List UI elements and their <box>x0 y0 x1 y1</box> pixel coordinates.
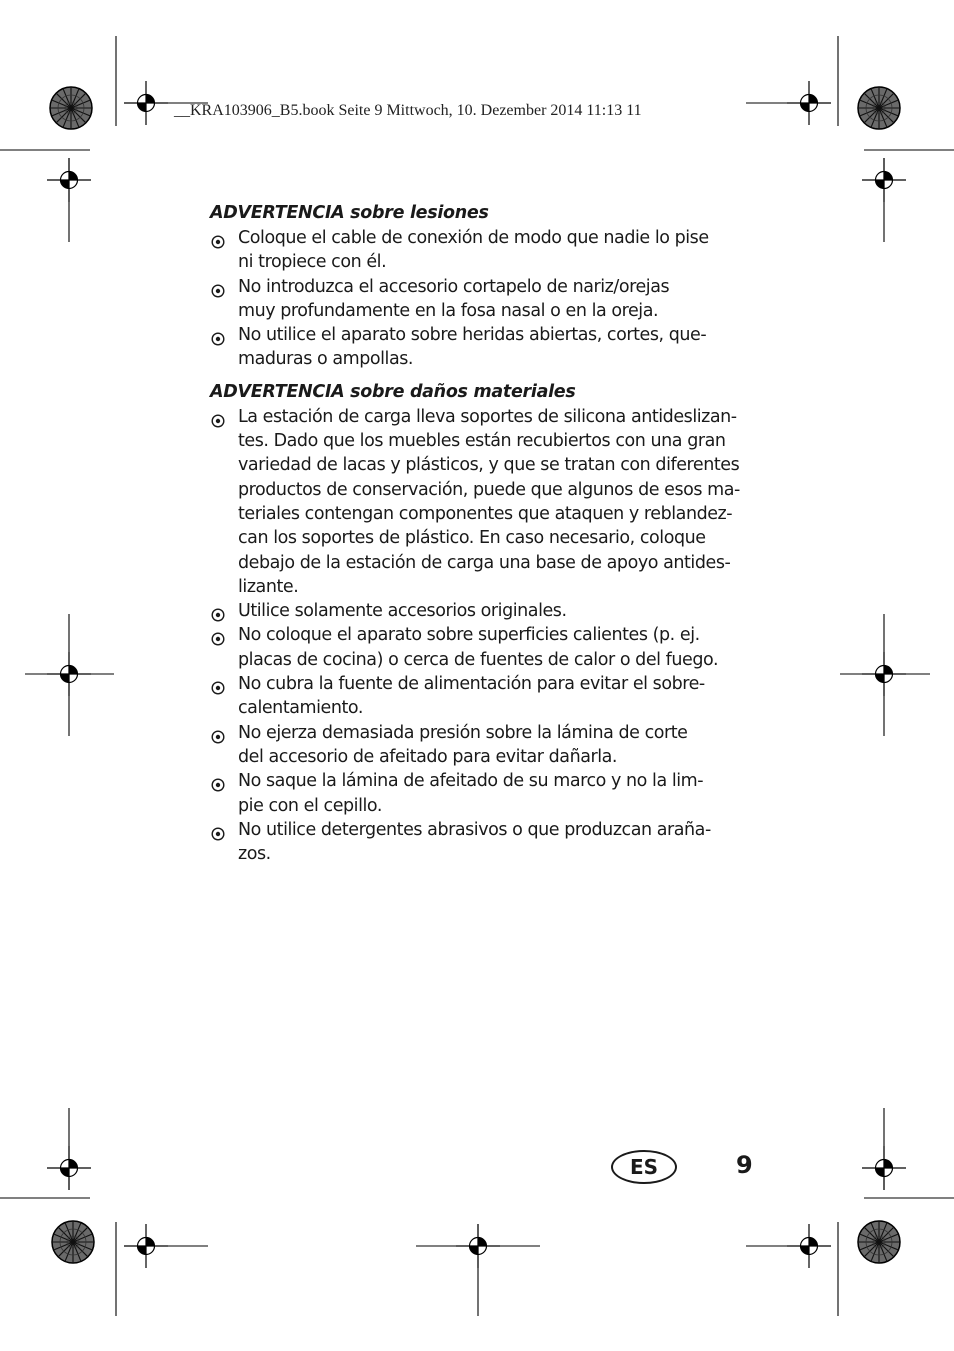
list-item-text-line: Utilice solamente accesorios originales. <box>238 601 567 622</box>
list-item <box>210 721 770 770</box>
list-item <box>210 818 770 867</box>
list-item-text-line: La estación de carga lleva soportes de silicona antideslizan- <box>238 406 737 427</box>
list-item-text-line: No utilice el aparato sobre heridas abiertas, cortes, que- <box>238 325 707 346</box>
list-item-text-line: maduras o ampollas. <box>238 349 414 370</box>
list-item <box>210 623 770 672</box>
circled-dot-bullet-icon <box>211 281 225 295</box>
list-item-text-line: No ejerza demasiada presión sobre la lámina de corte <box>238 722 688 743</box>
circled-dot-bullet-icon <box>211 727 225 741</box>
list-item-text-line: tes. Dado que los muebles están recubiertos con una gran <box>238 431 726 452</box>
list-item-text-line: del accesorio de afeitado para evitar dañarla. <box>238 746 618 767</box>
list-item-text-line: can los soportes de plástico. En caso necesario, coloque <box>238 528 706 549</box>
list-item-text-line: No utilice detergentes abrasivos o que produzcan araña- <box>238 819 711 840</box>
list-item-text-line: teriales contengan componentes que ataquen y reblandez- <box>238 503 733 524</box>
section-title-injury-warning: ADVERTENCIA sobre lesiones <box>210 203 489 223</box>
list-item <box>210 405 770 599</box>
list-item-text-line: placas de cocina) o cerca de fuentes de calor o del fuego. <box>238 649 719 670</box>
list-item-text-line: No introduzca el accesorio cortapelo de nariz/orejas <box>238 276 670 297</box>
list-item-text-line: pie con el cepillo. <box>238 795 382 816</box>
circled-dot-bullet-icon <box>211 775 225 789</box>
starburst-print-target-icon <box>858 87 900 129</box>
list-item <box>210 769 770 818</box>
list-item-text-line: No cubra la fuente de alimentación para evitar el sobre- <box>238 674 705 695</box>
list-item <box>210 672 770 721</box>
list-item-text-line: lizante. <box>238 576 299 597</box>
language-badge <box>611 1150 677 1184</box>
starburst-print-target-icon <box>858 1221 900 1263</box>
list-item <box>210 599 770 623</box>
starburst-print-target-icon <box>52 1221 94 1263</box>
circled-dot-bullet-icon <box>211 411 225 425</box>
page-number: 9 <box>736 1151 753 1179</box>
list-item-text-line: Coloque el cable de conexión de modo que nadie lo pise <box>238 228 709 248</box>
main-content <box>210 200 770 866</box>
circled-dot-bullet-icon <box>211 629 225 643</box>
list-item-text-line: No coloque el aparato sobre superficies calientes (p. ej. <box>238 625 700 646</box>
list-item-text-line: productos de conservación, puede que algunos de esos ma- <box>238 479 740 500</box>
section-title-material-damage-warning: ADVERTENCIA sobre daños materiales <box>210 381 576 402</box>
list-item-text-line: calentamiento. <box>238 698 363 719</box>
starburst-print-target-icon <box>50 87 92 129</box>
list-item <box>210 275 770 324</box>
circled-dot-bullet-icon <box>211 605 225 619</box>
list-item-text-line: No saque la lámina de afeitado de su marco y no la lim- <box>238 771 704 792</box>
list-item-text-line: variedad de lacas y plásticos, y que se tratan con diferentes <box>238 455 740 476</box>
circled-dot-bullet-icon <box>211 232 225 246</box>
material-damage-warning-list <box>210 405 770 867</box>
list-item-text-line: debajo de la estación de carga una base de apoyo antides- <box>238 552 731 573</box>
injury-warning-list <box>210 226 770 372</box>
circled-dot-bullet-icon <box>211 678 225 692</box>
list-item <box>210 226 770 275</box>
list-item-text-line: ni tropiece con él. <box>238 252 387 273</box>
list-item-text-line: muy profundamente en la fosa nasal o en la oreja. <box>238 300 659 321</box>
list-item <box>210 323 770 372</box>
print-header-file-info: __KRA103906_B5.book Seite 9 Mittwoch, 10. Dezember 2014 11:13 11 <box>174 102 642 119</box>
circled-dot-bullet-icon <box>211 824 225 838</box>
circled-dot-bullet-icon <box>211 329 225 343</box>
list-item-text-line: zos. <box>238 844 271 865</box>
language-badge-label: ES <box>629 1155 659 1179</box>
